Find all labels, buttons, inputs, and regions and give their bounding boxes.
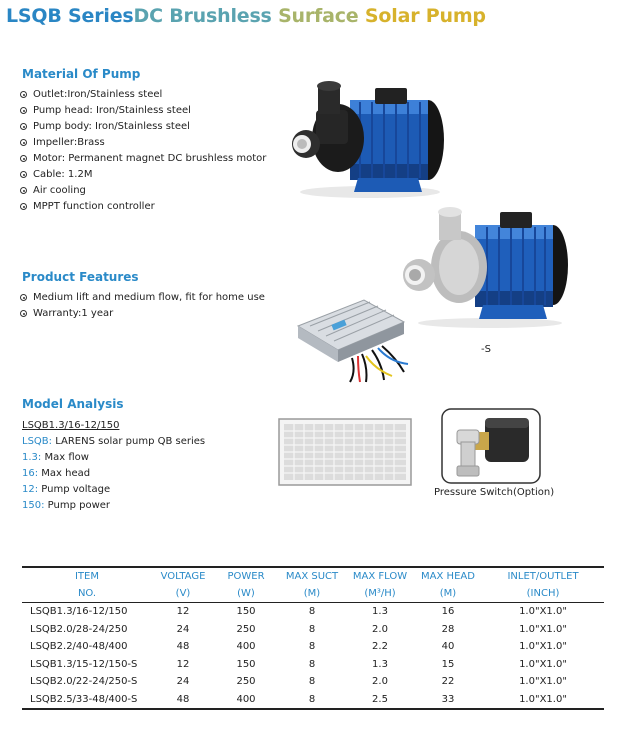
title-part-dc: DC Brushless xyxy=(133,5,279,27)
col-header-item: ITEM xyxy=(22,567,152,585)
table-row: LSQB2.0/22-24/250-S 24 250 8 2.0 22 1.0"X1.0" xyxy=(30,676,567,688)
spec-table xyxy=(22,566,604,710)
model-line: 150: Pump power xyxy=(22,500,111,511)
bullet-icon xyxy=(20,187,27,194)
unit-max-head: (M) xyxy=(414,585,482,603)
unit-inlet-outlet: (INCH) xyxy=(482,585,604,603)
bullet-icon xyxy=(20,107,27,114)
col-header-max-suct: MAX SUCT xyxy=(278,567,346,585)
title-part-series: LSQB Series xyxy=(6,5,134,27)
bullet-icon xyxy=(20,91,27,98)
table-row: LSQB2.0/28-24/250 24 250 8 2.0 28 1.0"X1.0" xyxy=(30,623,567,635)
bullet-icon xyxy=(20,294,27,301)
list-item: Impeller:Brass xyxy=(20,135,266,151)
features-list xyxy=(20,290,265,322)
col-header-voltage: VOLTAGE xyxy=(152,567,214,585)
list-item: Outlet:Iron/Stainless steel xyxy=(20,87,266,103)
model-analysis xyxy=(22,418,205,514)
unit-max-flow: (M³/H) xyxy=(346,585,414,603)
model-line: LSQB: LARENS solar pump QB series xyxy=(22,436,206,447)
model-code: LSQB1.3/16-12/150 xyxy=(22,420,120,431)
table-row: LSQB2.5/33-48/400-S 48 400 8 2.5 33 1.0"X1.0" xyxy=(22,691,604,710)
col-header-max-head: MAX HEAD xyxy=(414,567,482,585)
mppt-controller-image xyxy=(292,296,412,384)
table-header-row xyxy=(22,567,604,585)
bullet-icon xyxy=(20,171,27,178)
model-line: 12: Pump voltage xyxy=(22,484,111,495)
list-item: Pump head: Iron/Stainless steel xyxy=(20,103,266,119)
stainless-caption: -S xyxy=(481,344,491,355)
table-row: LSQB1.3/16-12/150 12 150 8 1.3 16 1.0"X1.0" xyxy=(30,606,567,618)
bullet-icon xyxy=(20,123,27,130)
material-heading: Material Of Pump xyxy=(22,67,141,81)
page-title xyxy=(6,5,486,27)
list-item: Motor: Permanent magnet DC brushless motor xyxy=(20,151,266,167)
list-item: Air cooling xyxy=(20,183,266,199)
title-part-solar: Solar Pump xyxy=(364,5,486,27)
material-list xyxy=(20,87,266,215)
bullet-icon xyxy=(20,139,27,146)
features-heading: Product Features xyxy=(22,270,139,284)
list-item: Pump body: Iron/Stainless steel xyxy=(20,119,266,135)
col-header-inlet-outlet: INLET/OUTLET xyxy=(482,567,604,585)
pressure-caption: Pressure Switch(Option) xyxy=(434,487,555,498)
solar-panel-image xyxy=(278,418,412,486)
table-row: LSQB2.2/40-48/400 48 400 8 2.2 40 1.0"X1.0" xyxy=(30,641,567,653)
model-line: 16: Max head xyxy=(22,468,91,479)
model-heading: Model Analysis xyxy=(22,397,124,411)
list-item: Cable: 1.2M xyxy=(20,167,266,183)
unit-power: (W) xyxy=(214,585,278,603)
bullet-icon xyxy=(20,310,27,317)
stainless-pump-image xyxy=(395,205,570,330)
table-row: LSQB1.3/15-12/150-S 12 150 8 1.3 15 1.0"X1.0" xyxy=(30,658,567,670)
title-part-surface: Surface xyxy=(278,5,365,27)
unit-voltage: (V) xyxy=(152,585,214,603)
table-unit-row xyxy=(22,585,604,603)
unit-item: NO. xyxy=(22,585,152,603)
bullet-icon xyxy=(20,155,27,162)
bullet-icon xyxy=(20,203,27,210)
col-header-max-flow: MAX FLOW xyxy=(346,567,414,585)
unit-max-suct: (M) xyxy=(278,585,346,603)
pressure-switch-image xyxy=(441,408,541,484)
list-item: Warranty:1 year xyxy=(20,306,265,322)
list-item: Medium lift and medium flow, fit for home use xyxy=(20,290,265,306)
list-item: MPPT function controller xyxy=(20,199,266,215)
model-line: 1.3: Max flow xyxy=(22,452,89,463)
col-header-power: POWER xyxy=(214,567,278,585)
iron-pump-image xyxy=(290,80,450,200)
